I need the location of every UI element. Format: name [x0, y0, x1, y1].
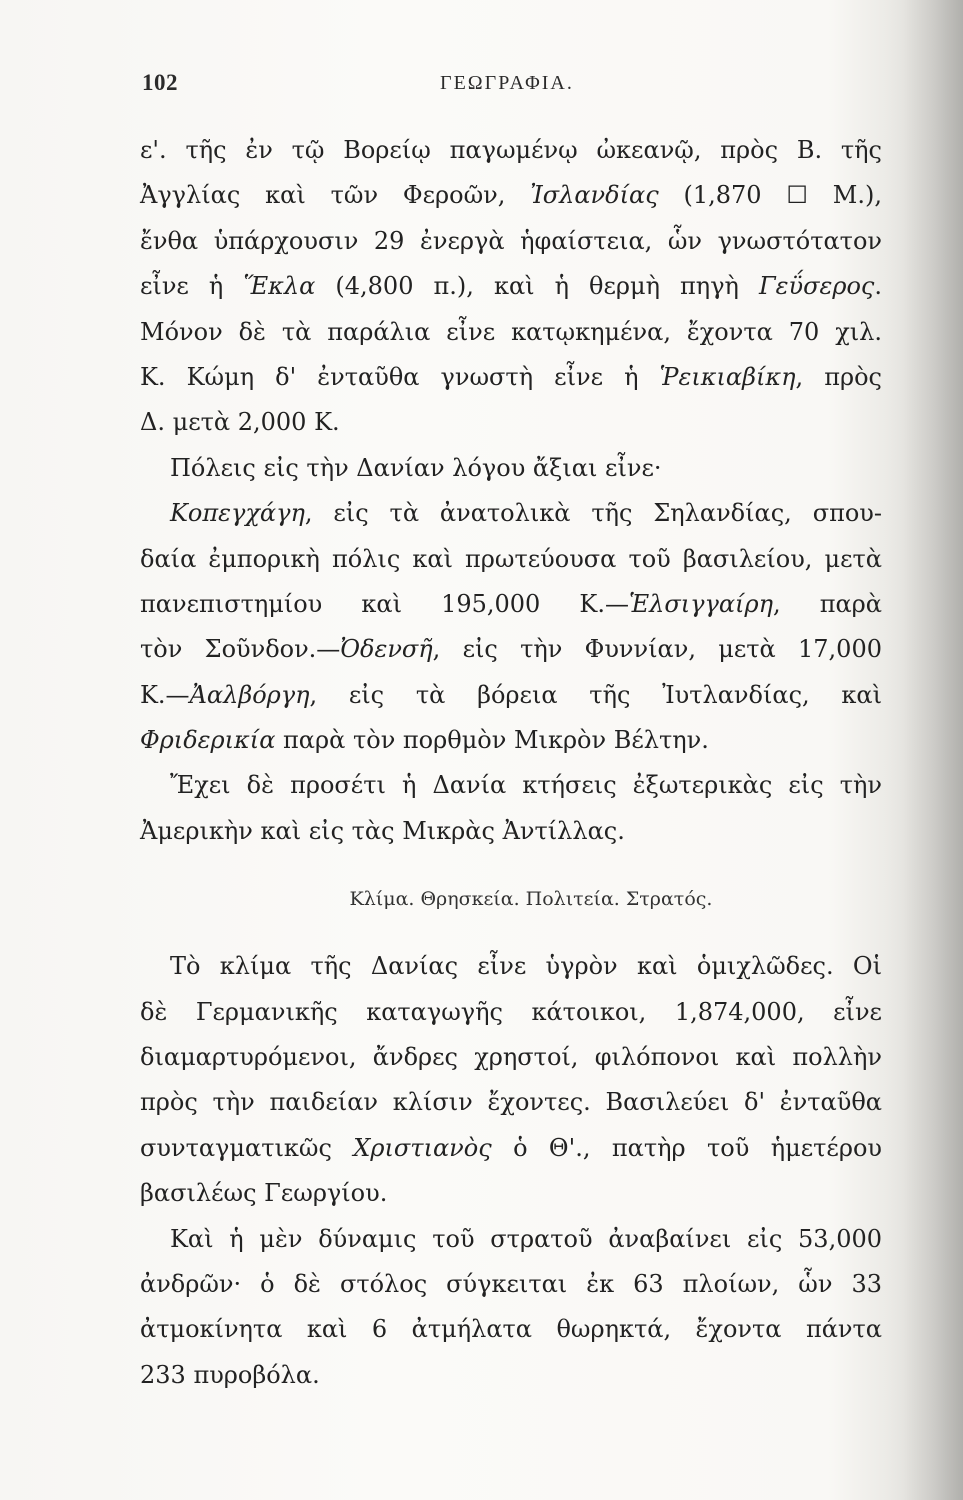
text-run: ἀτμοκίνητα καὶ 6 ἀτμήλατα θωρηκτά, ἔχοντα πάντα — [140, 1315, 882, 1344]
text-line — [140, 1217, 882, 1262]
text-line — [140, 1262, 882, 1307]
text-line — [140, 1353, 882, 1398]
text-part-1 — [140, 128, 882, 854]
italic-name: Ἀαλβόργη — [189, 680, 310, 709]
text-run: Μόνον δὲ τὰ παράλια εἶνε κατῳκημένα, ἔχοντα 70 χιλ. — [140, 317, 882, 346]
running-head — [142, 70, 882, 110]
text-run: συνταγματικῶς — [140, 1133, 354, 1162]
binding-shadow — [903, 0, 963, 1500]
text-line — [140, 718, 882, 763]
text-run: , πρὸς — [795, 362, 882, 391]
text-run: δαία ἐμπορικὴ πόλις καὶ πρωτεύουσα τοῦ βασιλείου, μετὰ — [140, 544, 882, 573]
text-part-2 — [140, 944, 882, 1398]
text-line — [140, 1307, 882, 1352]
body-text — [140, 128, 882, 1398]
text-run: . — [874, 272, 882, 301]
italic-name: Γεΰσερος — [758, 272, 875, 301]
text-line — [140, 219, 882, 264]
text-line — [140, 400, 882, 445]
italic-name: Ἕκλα — [243, 272, 316, 301]
text-line — [140, 173, 882, 218]
text-line — [140, 582, 882, 627]
text-line — [140, 537, 882, 582]
text-run: βασιλέως Γεωργίου. — [140, 1179, 388, 1208]
text-line — [140, 1035, 882, 1080]
text-run: , εἰς τὴν Φυννίαν, μετὰ 17,000 — [432, 635, 882, 664]
text-line — [140, 355, 882, 400]
text-line — [140, 446, 882, 491]
text-run: ε'. τῆς ἐν τῷ Βορείῳ παγωμένῳ ὠκεανῷ, πρὸς Β. τῆς — [140, 136, 882, 164]
italic-name: Χριστιανὸς — [353, 1133, 492, 1162]
text-run: Καὶ ἡ μὲν δύναμις τοῦ στρατοῦ ἀναβαίνει εἰς 53,000 — [170, 1224, 882, 1253]
text-run: Κ.— — [140, 680, 190, 709]
text-run: παρὰ τὸν πορθμὸν Μικρὸν Βέλτην. — [275, 726, 709, 755]
text-run: 233 πυροβόλα. — [140, 1360, 320, 1389]
text-run: πρὸς τὴν παιδείαν κλίσιν ἔχοντες. Βασιλεύει δ' ἐνταῦθα — [140, 1088, 882, 1117]
text-run: Δ. μετὰ 2,000 Κ. — [140, 408, 340, 437]
running-title: ΓΕΩΓΡΑΦΙΑ. — [440, 72, 574, 94]
text-run: τὸν Σοῦνδον.— — [140, 635, 341, 664]
text-run: Ἀμερικὴν καὶ εἰς τὰς Μικρὰς Ἀντίλλας. — [140, 816, 625, 845]
italic-name: Ἰσλανδίας — [530, 181, 659, 210]
text-line — [140, 491, 882, 536]
text-run: εἶνε ἡ — [140, 272, 244, 301]
page-number: 102 — [142, 70, 178, 95]
text-run: ὁ Θ'., πατὴρ τοῦ ἡμετέρου — [491, 1133, 882, 1162]
text-run: διαμαρτυρόμενοι, ἄνδρες χρηστοί, φιλόπονοι καὶ πολλὴν — [140, 1043, 882, 1072]
text-run: , εἰς τὰ ἀνατολικὰ τῆς Σηλανδίας, σπου- — [304, 499, 882, 528]
italic-name: Ῥεικιαβίκη — [659, 362, 796, 391]
text-run: ἔνθα ὑπάρχουσιν 29 ἐνεργὰ ἡφαίστεια, ὧν γνωστότατον — [140, 226, 882, 255]
text-run: Ἀγγλίας καὶ τῶν Φεροῶν, — [140, 181, 531, 210]
text-run: (1,870 ☐ M.), — [658, 181, 882, 210]
text-line — [140, 1171, 882, 1216]
text-line — [140, 627, 882, 672]
text-run: , εἰς τὰ βόρεια τῆς Ἰυτλανδίας, καὶ — [309, 680, 882, 709]
text-line — [140, 990, 882, 1035]
section-heading: Κλίμα. Θρησκεία. Πολιτεία. Στρατός. — [349, 888, 713, 911]
text-line — [140, 944, 882, 989]
text-run: δὲ Γερμανικῆς καταγωγῆς κάτοικοι, 1,874,000, εἶνε — [140, 997, 882, 1026]
text-line — [140, 310, 882, 355]
text-line — [140, 264, 882, 309]
text-line — [140, 763, 882, 808]
text-run: ἀνδρῶν· ὁ δὲ στόλος σύγκειται ἐκ 63 πλοίων, ὧν 33 — [140, 1269, 882, 1298]
italic-name: Ἑλσιγγαίρη — [628, 589, 773, 618]
text-run: Ἔχει δὲ προσέτι ἡ Δανία κτήσεις ἐξωτερικὰς εἰς τὴν — [170, 771, 882, 800]
text-line — [140, 1080, 882, 1125]
text-run: (4,800 π.), καὶ ἡ θερμὴ πηγὴ — [315, 272, 759, 301]
italic-name: Ὀδενσῆ — [340, 635, 433, 664]
text-run: Πόλεις εἰς τὴν Δανίαν λόγου ἄξιαι εἶνε· — [170, 453, 662, 482]
text-line — [140, 1126, 882, 1171]
italic-name: Φριδερικία — [140, 726, 276, 755]
italic-name: Κοπεγχάγη — [170, 499, 305, 528]
text-run: πανεπιστημίου καὶ 195,000 Κ.— — [140, 589, 629, 618]
text-line — [140, 128, 882, 173]
text-line — [140, 673, 882, 718]
text-line — [140, 809, 882, 854]
text-run: Κ. Κώμη δ' ἐνταῦθα γνωστὴ εἶνε ἡ — [140, 362, 660, 391]
text-run: Τὸ κλίμα τῆς Δανίας εἶνε ὑγρὸν καὶ ὁμιχλῶδες. Οἱ — [170, 952, 882, 981]
text-run: , παρὰ — [772, 589, 882, 618]
